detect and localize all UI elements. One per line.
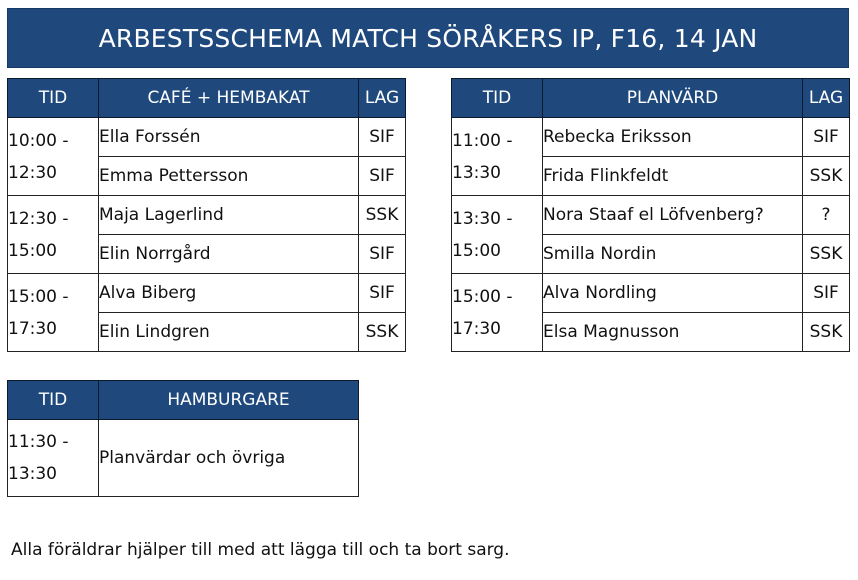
volunteer-name: Elin Norrgård: [99, 235, 359, 274]
time-slot: 15:00 - 17:30: [452, 274, 543, 352]
table-header-row: [8, 79, 406, 118]
table-row: [8, 420, 359, 497]
table-row: [8, 274, 406, 313]
table-row: [452, 118, 850, 157]
time-slot: 10:00 - 12:30: [8, 118, 99, 196]
table-row: [452, 274, 850, 313]
team-code: SIF: [359, 274, 406, 313]
team-code: SIF: [803, 118, 850, 157]
team-code: SSK: [803, 235, 850, 274]
header-cafe-hembakat: CAFÉ + HEMBAKAT: [99, 79, 359, 118]
time-slot: 13:30 - 15:00: [452, 196, 543, 274]
team-code: SSK: [359, 313, 406, 352]
team-code: SIF: [359, 235, 406, 274]
time-slot: 11:00 - 13:30: [452, 118, 543, 196]
volunteer-name: Elsa Magnusson: [543, 313, 803, 352]
header-tid: TID: [8, 381, 99, 420]
footer-note: Alla föräldrar hjälper till med att lägga till och ta bort sarg.: [11, 540, 510, 560]
team-code: SSK: [803, 313, 850, 352]
header-hamburgare: HAMBURGARE: [99, 381, 359, 420]
table-row: [8, 118, 406, 157]
team-code: SSK: [803, 157, 850, 196]
header-lag: LAG: [803, 79, 850, 118]
volunteer-name: Smilla Nordin: [543, 235, 803, 274]
time-slot: 11:30 - 13:30: [8, 420, 99, 497]
table-header-row: [8, 381, 359, 420]
volunteer-name: Elin Lindgren: [99, 313, 359, 352]
volunteer-name: Rebecka Eriksson: [543, 118, 803, 157]
volunteer-name: Ella Forssén: [99, 118, 359, 157]
table-header-row: [452, 79, 850, 118]
schedule-title: ARBESTSSCHEMA MATCH SÖRÅKERS IP, F16, 14 JAN: [98, 23, 758, 53]
assignee: Planvärdar och övriga: [99, 420, 359, 497]
volunteer-name: Maja Lagerlind: [99, 196, 359, 235]
table-row: [8, 196, 406, 235]
header-lag: LAG: [359, 79, 406, 118]
team-code: SIF: [803, 274, 850, 313]
volunteer-name: Frida Flinkfeldt: [543, 157, 803, 196]
hamburgare-schedule-table: [7, 380, 359, 497]
planvard-schedule-table: [451, 78, 850, 352]
team-code: SIF: [359, 157, 406, 196]
schedule-title-banner: [7, 8, 849, 68]
team-code: SIF: [359, 118, 406, 157]
time-slot: 15:00 - 17:30: [8, 274, 99, 352]
team-code: SSK: [359, 196, 406, 235]
volunteer-name: Nora Staaf el Löfvenberg?: [543, 196, 803, 235]
volunteer-name: Alva Biberg: [99, 274, 359, 313]
volunteer-name: Emma Pettersson: [99, 157, 359, 196]
header-planvard: PLANVÄRD: [543, 79, 803, 118]
table-row: [452, 196, 850, 235]
time-slot: 12:30 - 15:00: [8, 196, 99, 274]
header-tid: TID: [452, 79, 543, 118]
cafe-schedule-table: [7, 78, 406, 352]
header-tid: TID: [8, 79, 99, 118]
volunteer-name: Alva Nordling: [543, 274, 803, 313]
team-code: ?: [803, 196, 850, 235]
